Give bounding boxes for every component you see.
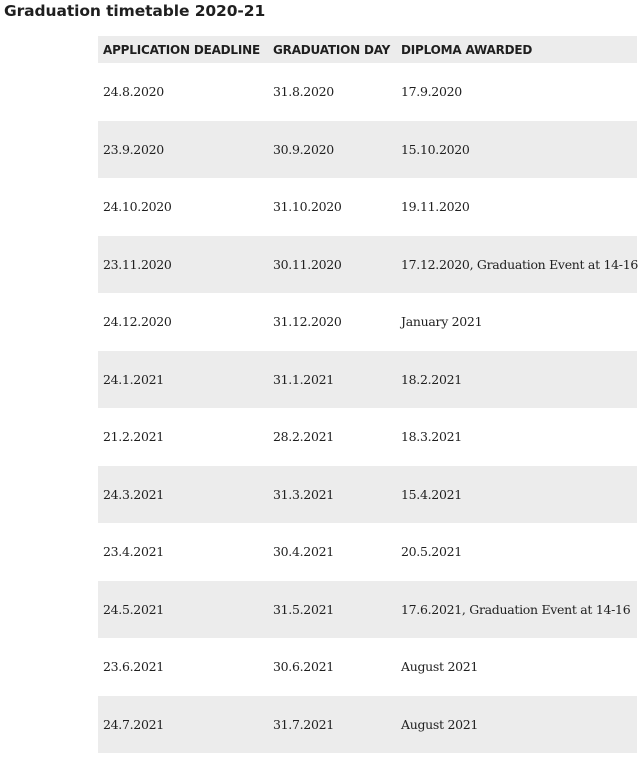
graduation-day-cell: 30.9.2020: [273, 141, 334, 157]
application-deadline-cell: 24.7.2021: [103, 716, 164, 732]
diploma-awarded-cell: 18.2.2021: [401, 371, 462, 387]
table-row: [98, 638, 637, 696]
table-row: [98, 523, 637, 581]
table-row: [98, 63, 637, 121]
graduation-day-cell: 31.5.2021: [273, 601, 334, 617]
graduation-day-cell: 31.10.2020: [273, 199, 342, 215]
application-deadline-cell: 24.3.2021: [103, 486, 164, 502]
header-diploma-awarded: DIPLOMA AWARDED: [401, 42, 533, 57]
graduation-day-cell: 30.6.2021: [273, 659, 334, 675]
table-row: [98, 581, 637, 639]
graduation-timetable: [98, 36, 637, 753]
table-row: [98, 121, 637, 179]
diploma-awarded-cell: August 2021: [401, 659, 479, 675]
table-row: [98, 236, 637, 294]
table-header-row: [98, 36, 637, 63]
graduation-day-cell: 30.4.2021: [273, 544, 334, 560]
diploma-awarded-cell: 15.4.2021: [401, 486, 462, 502]
diploma-awarded-cell: August 2021: [401, 716, 479, 732]
diploma-awarded-cell: January 2021: [401, 314, 483, 330]
table-row: [98, 293, 637, 351]
application-deadline-cell: 24.5.2021: [103, 601, 164, 617]
application-deadline-cell: 23.4.2021: [103, 544, 164, 560]
graduation-day-cell: 31.12.2020: [273, 314, 342, 330]
graduation-day-cell: 31.1.2021: [273, 371, 334, 387]
diploma-awarded-cell: 17.6.2021, Graduation Event at 14-16: [401, 601, 631, 617]
graduation-day-cell: 31.7.2021: [273, 716, 334, 732]
table-row: [98, 696, 637, 754]
application-deadline-cell: 23.6.2021: [103, 659, 164, 675]
application-deadline-cell: 23.9.2020: [103, 141, 164, 157]
graduation-day-cell: 28.2.2021: [273, 429, 334, 445]
diploma-awarded-cell: 17.12.2020, Graduation Event at 14-16: [401, 256, 639, 272]
table-row: [98, 178, 637, 236]
application-deadline-cell: 24.12.2020: [103, 314, 172, 330]
page-title: Graduation timetable 2020-21: [4, 2, 266, 20]
application-deadline-cell: 24.1.2021: [103, 371, 164, 387]
diploma-awarded-cell: 15.10.2020: [401, 141, 470, 157]
header-application-deadline: APPLICATION DEADLINE: [103, 42, 260, 57]
diploma-awarded-cell: 19.11.2020: [401, 199, 470, 215]
diploma-awarded-cell: 20.5.2021: [401, 544, 462, 560]
graduation-day-cell: 31.3.2021: [273, 486, 334, 502]
graduation-day-cell: 30.11.2020: [273, 256, 342, 272]
application-deadline-cell: 24.10.2020: [103, 199, 172, 215]
table-row: [98, 408, 637, 466]
graduation-day-cell: 31.8.2020: [273, 84, 334, 100]
header-graduation-day: GRADUATION DAY: [273, 42, 391, 57]
application-deadline-cell: 21.2.2021: [103, 429, 164, 445]
table-row: [98, 466, 637, 524]
application-deadline-cell: 24.8.2020: [103, 84, 164, 100]
diploma-awarded-cell: 18.3.2021: [401, 429, 462, 445]
application-deadline-cell: 23.11.2020: [103, 256, 172, 272]
table-row: [98, 351, 637, 409]
diploma-awarded-cell: 17.9.2020: [401, 84, 462, 100]
